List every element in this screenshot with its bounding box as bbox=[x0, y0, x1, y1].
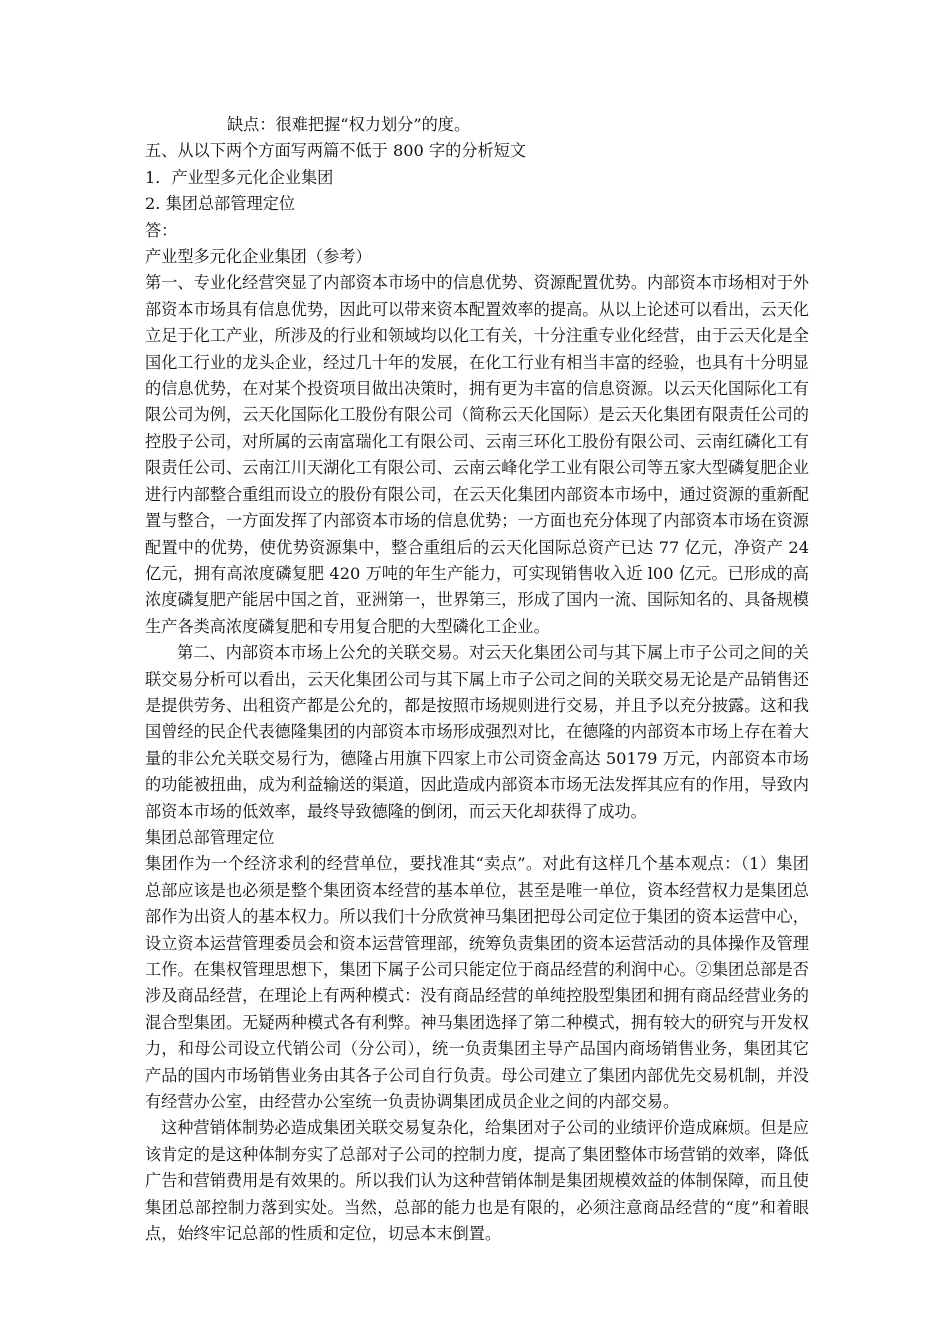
section-five-heading: 五、从以下两个方面写两篇不低于 800 字的分析短文 bbox=[145, 141, 527, 161]
subheading-headquarters: 集团总部管理定位 bbox=[145, 827, 275, 847]
paragraph-headquarters-positioning: 集团作为一个经济求利的经营单位，要找准其“卖点”。对此有这样几个基本观点：（1）集团总部应该是也必须是整个集团资本经营的基本单位，甚至是唯一单位，资本经营权力是集团总部作为出资人的基本权力。所以我们十分欣赏神马集团把母公司定位于集团的资本运营中心，设立资本运营管理委员会和资本运营管理部，统筹负责集团的资本运营活动的具体操作及管理工作。在集权管理思想下，集团下属子公司只能定位于商品经营的利润中心。②集团总部是否涉及商品经营，在理论上有两种模式：没有商品经营的单纯控股型集团和拥有商品经营业务的混合型集团。无疑两种模式各有利弊。神马集团选择了第二种模式，拥有较大的研究与开发权力，和母公司设立代销公司（分公司），统一负责集团主导产品国内商场销售业务，集团其它产品的国内市场销售业务由其各子公司自行负责。母公司建立了集团内部优先交易机制，并没有经营办公室，由经营办公室统一负责协调集团成员企业之间的内部交易。 bbox=[145, 854, 809, 1112]
paragraph-marketing-system: 这种营销体制势必造成集团关联交易复杂化，给集团对子公司的业绩评价造成麻烦。但是应该肯定的是这种体制夯实了总部对子公司的控制力度，提高了集团整体市场营销的效率，降低广告和营销费用是有效果的。所以我们认为这种营销体制是集团规模效益的体制保障，而且使集团总部控制力落到实处。当然，总部的能力也是有限的，必须注意商品经营的“度”和着眼点，始终牢记总部的性质和定位，切忌本末倒置。 bbox=[145, 1118, 809, 1244]
topic-one: 1．产业型多元化企业集团 bbox=[145, 167, 334, 187]
topic-two: 2. 集团总部管理定位 bbox=[145, 194, 296, 214]
paragraph-specialization: 第一、专业化经营突显了内部资本市场中的信息优势、资源配置优势。内部资本市场相对于外部资本市场具有信息优势，因此可以带来资本配置效率的提高。从以上论述可以看出，云天化立足于化工产业，所涉及的行业和领域均以化工有关，十分注重专业化经营，由于云天化是全国化工行业的龙头企业，经过几十年的发展，在化工行业有相当丰富的经验，也具有十分明显的信息优势，在对某个投资项目做出决策时，拥有更为丰富的信息资源。以云天化国际化工有限公司为例，云天化国际化工股份有限公司（简称云天化国际）是云天化集团有限责任公司的控股子公司，对所属的云南富瑞化工有限公司、云南三环化工股份有限公司、云南红磷化工有限责任公司、云南江川天湖化工有限公司、云南云峰化学工业有限公司等五家大型磷复肥企业进行内部整合重组而设立的股份有限公司，在云天化集团内部资本市场中，通过资源的重新配置与整合，一方面发挥了内部资本市场的信息优势；一方面也充分体现了内部资本市场在资源配置中的优势，使优势资源集中，整合重组后的云天化国际总资产已达 77 亿元，净资产 24 亿元，拥有高浓度磷复肥 420 万吨的年生产能力，可实现销售收入近 l00 亿元。已形成的高浓度磷复肥产能居中国之首，亚洲第一，世界第三，形成了国内一流、国际知名的、具备规模生产各类高浓度磷复肥和专用复合肥的大型磷化工企业。 bbox=[145, 273, 809, 636]
paragraph-related-transactions: 第二、内部资本市场上公允的关联交易。对云天化集团公司与其下属上市子公司之间的关联交易分析可以看出，云天化集团公司与其下属上市子公司之间的关联交易无论是产品销售还是提供劳务、出租资产都是公允的，都是按照市场规则进行交易，并且予以充分披露。这和我国曾经的民企代表德隆集团的内部资本市场形成强烈对比，在德隆的内部资本市场上存在着大量的非公允关联交易行为，德隆占用旗下四家上市公司资金高达 50179 万元，内部资本市场的功能被扭曲，成为利益输送的渠道，因此造成内部资本市场无法发挥其应有的作用，导致内部资本市场的低效率，最终导致德隆的倒闭，而云天化却获得了成功。 bbox=[145, 643, 809, 821]
subheading-diversified-group: 产业型多元化企业集团（参考） bbox=[145, 247, 372, 267]
document-page bbox=[145, 112, 809, 1247]
answer-label: 答： bbox=[145, 220, 178, 240]
disadvantage-line: 缺点：很难把握“权力划分”的度。 bbox=[227, 115, 471, 134]
